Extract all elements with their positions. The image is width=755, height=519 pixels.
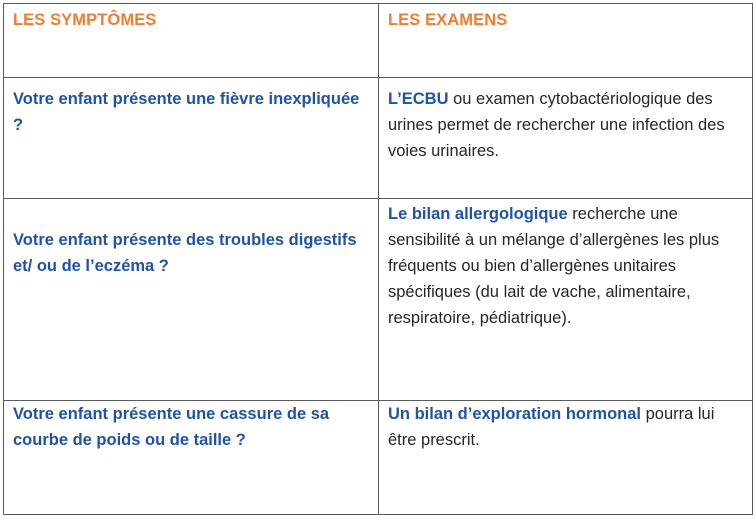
exam-description: pourra lui être prescrit. bbox=[388, 405, 715, 449]
table-row bbox=[4, 78, 753, 199]
symptom-text: Votre enfant présente des troubles digestifs et/ ou de l’eczéma ? bbox=[13, 231, 357, 275]
exam-highlight: Un bilan d’exploration hormonal bbox=[388, 405, 642, 423]
exams-header-cell bbox=[379, 4, 753, 78]
exams-header: LES EXAMENS bbox=[388, 11, 508, 29]
exam-description: ou examen cytobactériologique des urines permet de rechercher une infection des voies urinaires. bbox=[388, 90, 725, 160]
symptom-cell bbox=[4, 401, 379, 515]
exam-text bbox=[388, 401, 743, 453]
exam-cell bbox=[379, 199, 753, 401]
exam-cell bbox=[379, 401, 753, 515]
table-header-row bbox=[4, 4, 753, 78]
symptoms-exams-table bbox=[3, 3, 753, 515]
exam-cell bbox=[379, 78, 753, 199]
exam-text bbox=[388, 78, 743, 164]
symptoms-header: LES SYMPTÔMES bbox=[13, 11, 157, 29]
symptoms-header-cell bbox=[4, 4, 379, 78]
symptom-text: Votre enfant présente une fièvre inexpliquée ? bbox=[13, 90, 360, 134]
exam-text bbox=[388, 199, 743, 331]
symptom-cell bbox=[4, 78, 379, 199]
table-row bbox=[4, 401, 753, 515]
symptom-cell bbox=[4, 199, 379, 401]
exam-highlight: L’ECBU bbox=[388, 90, 449, 108]
exam-description: recherche une sensibilité à un mélange d’allergènes les plus fréquents ou bien d’allergènes unitaires spécifiques (du lait de vache, alimentaire, respiratoire, pédiatrique). bbox=[388, 205, 720, 327]
table-row bbox=[4, 199, 753, 401]
symptom-text: Votre enfant présente une cassure de sa courbe de poids ou de taille ? bbox=[13, 405, 330, 449]
exam-highlight: Le bilan allergologique bbox=[388, 205, 568, 223]
